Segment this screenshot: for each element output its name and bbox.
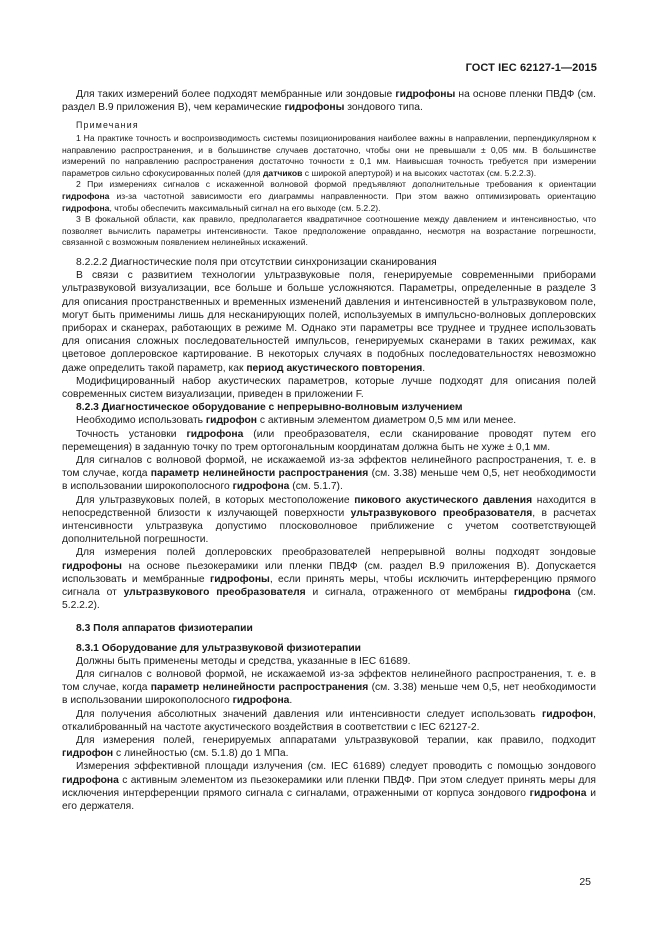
paragraph	[62, 494, 596, 547]
note-1	[62, 133, 596, 179]
note-2	[62, 179, 596, 214]
term: параметр нелинейности распространения	[150, 468, 369, 480]
term: пикового акустического давления	[354, 494, 533, 506]
term: параметр нелинейности распространения	[150, 682, 369, 694]
text-run: и сигнала, отраженного от мембраны	[305, 587, 514, 599]
text-run: , если принять меры, чтобы исключить интерференцию прямого сигнала от	[62, 573, 596, 599]
text-run: Необходимо использовать	[76, 415, 206, 427]
term: период акустического повторения	[246, 362, 423, 374]
page-number: 25	[579, 876, 591, 888]
paragraph	[62, 428, 596, 454]
term: ультразвукового преобразователя	[350, 507, 533, 519]
paragraph	[62, 375, 596, 401]
text-run: Для ультразвуковых полей, в которых местоположение	[76, 494, 355, 506]
text-run: Должны быть применены методы и средства, указанные в IEC 61689.	[76, 655, 411, 667]
term: ультразвукового преобразователя	[123, 587, 306, 599]
term: гидрофоны	[209, 573, 270, 585]
text-run: (см. 5.2.2.2).	[62, 587, 596, 612]
text-run: на основе пленки ПВДФ (см. раздел В.9 приложения В), чем керамические	[62, 89, 597, 114]
text-run: Для получения абсолютных значений давления или интенсивности следует использовать	[76, 708, 542, 720]
text-run: с активным элементом диаметром 0,5 мм или менее.	[257, 415, 517, 427]
text-run: Для измерения полей, генерируемых аппаратами ультразвуковой терапии, как правило, подходит	[76, 735, 596, 747]
term: гидрофона	[62, 774, 119, 786]
paragraph	[62, 760, 596, 813]
text-run: Для сигналов с волновой формой, не искажаемой из-за эффектов нелинейного распространения, т. е. в том случае, когда	[62, 454, 596, 480]
term: гидрофона	[232, 481, 290, 493]
text-run: (см. 5.1.7).	[289, 481, 343, 493]
section-heading-8-3-1: 8.3.1 Оборудование для ультразвуковой физиотерапии	[76, 642, 362, 654]
section-heading-8-2-2-2: 8.2.2.2 Диагностические поля при отсутствии синхронизации сканирования	[76, 256, 437, 268]
term: гидрофона	[529, 787, 587, 799]
text-run: Для таких измерений более подходят мембранные или зондовые	[76, 89, 396, 100]
text-run: (или преобразователя, если сканирование проводят путем его перемещения) в заданную точку по трем ортогональным координатам должна быть не хуже ± 0,1 мм.	[62, 428, 596, 453]
text-run: Точность установки	[76, 428, 187, 440]
text-run: 3 В фокальной области, как правило, предполагается квадратичное соотношение между давлением и интенсивностью, что позволяет вычислить параметры интенсивности. Такое предположение оправданно, несмотря на возрастание погрешности, связанной с возможным появлением нелинейных искажений.	[62, 214, 596, 248]
text-run: Измерения эффективной площади излучения (см. IEC 61689) следует проводить с помощью зондового	[76, 761, 596, 773]
text-run: находится в непосредственной близости к излучающей поверхности	[62, 494, 596, 519]
text-run: (см. 3.38) меньше чем 0,5, нет необходимости в использовании широкополосного	[62, 468, 596, 493]
text-run: .	[289, 695, 293, 707]
text-run: .	[422, 362, 426, 374]
paragraph	[62, 668, 596, 708]
page-body	[62, 88, 596, 813]
paragraph	[62, 454, 596, 494]
term: гидрофоны	[284, 102, 345, 114]
text-run: с линейностью (см. 5.1.8) до 1 МПа.	[113, 748, 289, 760]
term: гидрофоны	[395, 89, 456, 100]
term: гидрофона	[62, 202, 110, 213]
paragraph	[62, 546, 596, 612]
paragraph	[62, 88, 596, 114]
notes-title: Примечания	[76, 120, 139, 131]
term: гидрофона	[186, 428, 244, 440]
paragraph	[62, 734, 596, 760]
term: гидрофона	[232, 695, 290, 707]
notes-block	[62, 120, 596, 249]
text-run: на основе пьезокерамики или пленки ПВДФ (см. раздел В.9 приложения В). Допускается использовать и мембранные	[62, 560, 596, 585]
term: гидрофона	[513, 587, 571, 599]
text-run: и его держателя.	[62, 787, 596, 813]
term: гидрофона	[62, 190, 110, 201]
document-header: ГОСТ IEC 62127-1—2015	[465, 62, 597, 74]
text-run: , чтобы обеспечить максимальный сигнал на его выходе (см. 5.2.2).	[109, 202, 381, 213]
section-heading-8-3: 8.3 Поля аппаратов физиотерапии	[76, 623, 253, 635]
paragraph	[62, 708, 596, 734]
text-run: Для сигналов с волновой формой, не искажаемой из-за эффектов нелинейного распространения, т. е. в том случае, когда	[62, 669, 596, 694]
text-run: Модифицированный набор акустических параметров, которые лучше подходят для описания полей современных систем визуализации, приведен в приложении F.	[62, 375, 596, 400]
term: гидрофон	[62, 748, 114, 760]
text-run: с широкой апертурой) и на высоких частотах (см. 5.2.2.3).	[302, 167, 537, 178]
section-heading-8-2-3: 8.2.3 Диагностическое оборудование с непрерывно-волновым излучением	[76, 402, 463, 414]
term: гидрофон	[205, 415, 258, 427]
text-run: с активным элементом из пьезокерамики или пленки ПВДФ. При этом следует принять меры для исключения интерференции прямого сигнала с сигналами, отраженными от корпуса зондового	[62, 774, 596, 799]
text-run: 1 На практике точность и воспроизводимость системы позиционирования наиболее важны в направлении, перпендикулярном к направлению распространения, и в большинстве случаев достаточно, чтобы они не превышали ± 0,05 мм. В большинстве измерений по направлению распространения достаточно точности ± 0,1 мм. Наивысшая точность требуется при измерении параметров сильно сфокусированных полей (для	[62, 133, 596, 178]
note-3	[62, 214, 596, 249]
paragraph	[62, 414, 596, 427]
text-run: , откалиброванный на частоте акустического воздействия в соответствии с IEC 62127-2.	[62, 708, 596, 733]
paragraph	[62, 269, 596, 375]
text-run: зондового типа.	[344, 102, 423, 114]
text-run: В связи с развитием технологии ультразвуковые поля, генерируемые современными приборами ультразвуковой визуализации, все больше и больше усложняются. Параметры, определенные в разделе 3 для описания пространственных и временных изменений давления и интенсивностей в ультразвуковом поле, могут быть применимы лишь для несканирующих полей, используемых в импульсно-волновых доплеровских приборах и сканерах, работающих в режиме М. Однако эти параметры все труднее и труднее использовать для описания сложных последовательностей импульсов, генерируемых сканерами в таких режимах, как цветовое доплеровское картирование. В некоторых случаях в подобных последовательностях невозможно даже определить такой параметр, как	[62, 270, 596, 374]
term: гидрофон	[542, 708, 594, 720]
text-run: (см. 3.38) меньше чем 0,5, нет необходимости в использовании широкополосного	[62, 682, 596, 707]
term: датчиков	[262, 167, 303, 178]
text-run: из-за частотной зависимости его диаграммы направленности. При этом важно оптимизировать ориентацию	[109, 190, 596, 201]
paragraph	[62, 655, 596, 668]
text-run: Для измерения полей доплеровских преобразователей непрерывной волны подходят зондовые	[76, 547, 596, 559]
text-run: , в расчетах интенсивности ультразвука допустимо плосковолновое приближение с учетом соответствующей дополнительной погрешности.	[62, 507, 596, 546]
term: гидрофоны	[62, 560, 122, 572]
text-run: 2 При измерениях сигналов с искаженной волновой формой предъявляют дополнительные требования к ориентации	[76, 179, 596, 190]
